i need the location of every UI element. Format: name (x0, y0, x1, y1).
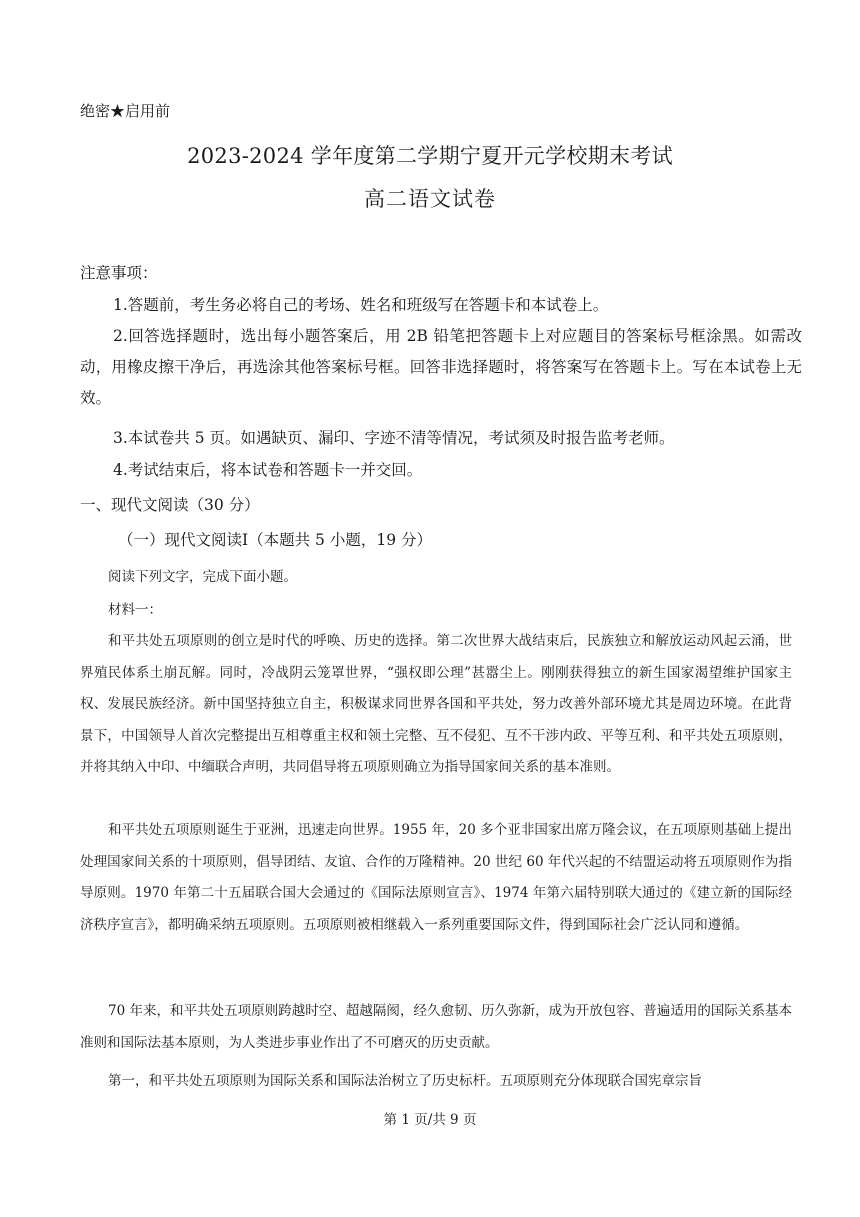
body-paragraph: 第一，和平共处五项原则为国际关系和国际法治树立了历史标杆。五项原则充分体现联合国宪章宗旨 (108, 1073, 702, 1089)
subsection-title: （一）现代文阅读Ⅰ（本题共 5 小题，19 分） (118, 531, 432, 549)
notice-item: 4.考试结束后，将本试卷和答题卡一并交回。 (113, 461, 423, 479)
section-title: 一、现代文阅读（30 分） (80, 496, 260, 514)
exam-subtitle: 高二语文试卷 (364, 187, 496, 211)
notice-item: 3.本试卷共 5 页。如遇缺页、漏印、字迹不清等情况，考试须及时报告监考老师。 (113, 429, 675, 447)
notice-item: 1.答题前，考生务必将自己的考场、姓名和班级写在答题卡和本试卷上。 (113, 296, 609, 314)
body-paragraph: 和平共处五项原则的创立是时代的呼唤、历史的选择。第二次世界大战结束后，民族独立和解放运动风起云涌，世界殖民体系土崩瓦解。同时，冷战阴云笼罩世界，“强权即公理”甚嚣尘上。刚刚获得独立的新生国家渴望维护国家主权、发展民族经济。新中国坚持独立自主，积极谋求同世界各国和平共处，努力改善外部环境尤其是周边环境。在此背景下，中国领导人首次完整提出互相尊重主权和领土完整、互不侵犯、互不干涉内政、平等互利、和平共处五项原则，并将其纳入中印、中缅联合声明，共同倡导将五项原则确立为指导国家间关系的基本准则。 (80, 633, 792, 775)
material-label: 材料一： (108, 602, 162, 618)
exam-title: 2023-2024 学年度第二学期宁夏开元学校期末考试 (187, 144, 673, 168)
classification-mark: 绝密★启用前 (80, 102, 171, 120)
notice-heading: 注意事项： (80, 264, 158, 282)
page-number: 第 1 页/共 9 页 (383, 1112, 477, 1128)
body-paragraph: 70 年来，和平共处五项原则跨越时空、超越隔阂，经久愈韧、历久弥新，成为开放包容、普遍适用的国际关系基本准则和国际法基本原则，为人类进步事业作出了不可磨灭的历史贡献。 (80, 1003, 792, 1051)
notice-item: 2.回答选择题时，选出每小题答案后，用 2B 铅笔把答题卡上对应题目的答案标号框涂黑。如需改动，用橡皮擦干净后，再选涂其他答案标号框。回答非选择题时，将答案写在答题卡上。写在本试卷上无效。 (80, 327, 802, 407)
reading-instruction: 阅读下列文字，完成下面小题。 (108, 569, 297, 585)
body-paragraph: 和平共处五项原则诞生于亚洲，迅速走向世界。1955 年，20 多个亚非国家出席万隆会议，在五项原则基础上提出处理国家间关系的十项原则，倡导团结、友谊、合作的万隆精神。20 世纪 60 年代兴起的不结盟运动将五项原则作为指导原则。1970 年第二十五届联合国大会通过的《国际法原则宣言》、1974 年第六届特别联大通过的《建立新的国际经济秩序宣言》，都明确采纳五项原则。五项原则被相继载入一系列重要国际文件，得到国际社会广泛认同和遵循。 (80, 822, 792, 933)
